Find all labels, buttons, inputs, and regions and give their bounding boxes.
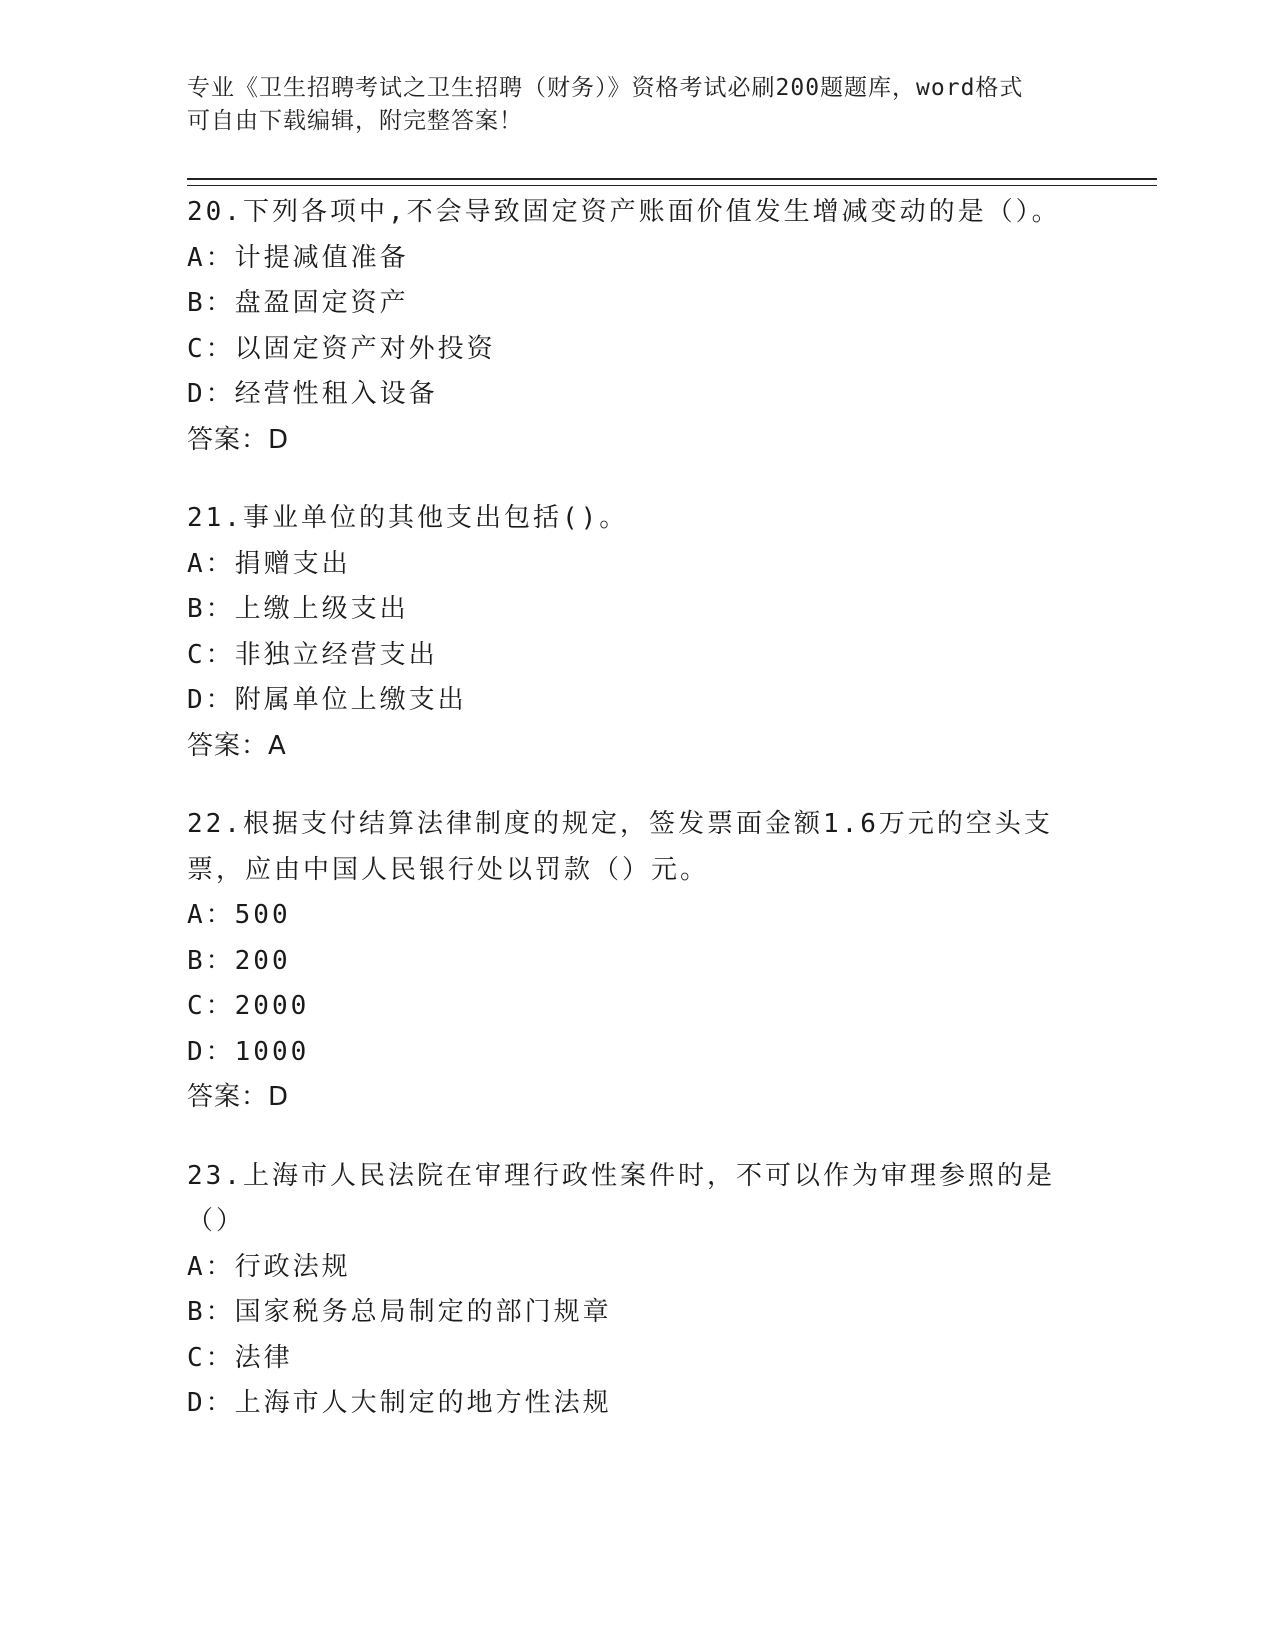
option-d: D：1000 (187, 1036, 310, 1067)
option-c: C：2000 (187, 991, 310, 1021)
question-23 (187, 1154, 1087, 1427)
option-c: C：法律 (187, 1342, 293, 1373)
document-page (187, 0, 1157, 1650)
option-b: B：上缴上级支出 (187, 594, 409, 624)
question-list (187, 190, 1087, 1460)
answer: 答案：D (187, 424, 290, 455)
option-d: D：附属单位上缴支出 (187, 685, 467, 715)
option-a: A：500 (187, 900, 291, 930)
question-21 (187, 496, 1087, 769)
option-a: A：计提减值准备 (187, 242, 409, 273)
option-c: C：以固定资产对外投资 (187, 333, 496, 364)
document-header (187, 72, 1067, 138)
header-divider (187, 178, 1157, 186)
option-b: B：200 (187, 945, 291, 976)
question-20 (187, 190, 1087, 463)
option-b: B：盘盈固定资产 (187, 288, 409, 318)
question-text: 23.上海市人民法院在审理行政性案件时，不可以作为审理参照的是（） (187, 1160, 1055, 1236)
question-22 (187, 802, 1087, 1121)
question-text: 22.根据支付结算法律制度的规定，签发票面金额1.6万元的空头支票，应由中国人民银行处以罚款（）元。 (187, 809, 1053, 885)
option-d: D：上海市人大制定的地方性法规 (187, 1388, 612, 1418)
question-text: 21.事业单位的其他支出包括()。 (187, 503, 629, 533)
option-d: D：经营性租入设备 (187, 379, 438, 409)
header-line-1: 专业《卫生招聘考试之卫生招聘（财务）》资格考试必刷200题题库，word格式 (187, 75, 1024, 101)
option-a: A：行政法规 (187, 1251, 351, 1282)
option-b: B：国家税务总局制定的部门规章 (187, 1297, 612, 1327)
option-a: A：捐赠支出 (187, 548, 351, 579)
answer: 答案：D (187, 1082, 290, 1112)
answer: 答案：A (187, 730, 287, 761)
header-line-2: 可自由下载编辑，附完整答案！ (187, 108, 523, 134)
option-c: C：非独立经营支出 (187, 639, 438, 670)
question-text: 20.下列各项中,不会导致固定资产账面价值发生增减变动的是（）。 (187, 197, 1061, 227)
